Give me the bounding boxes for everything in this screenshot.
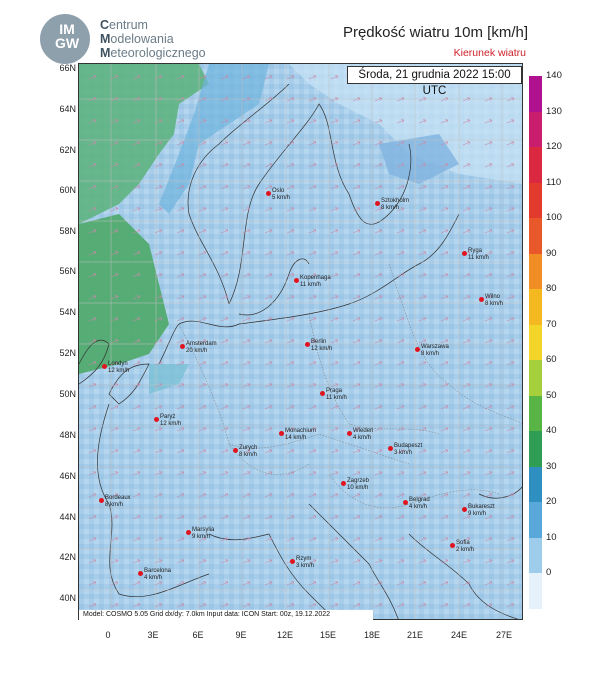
- lat-label: 46N: [59, 471, 76, 481]
- map-svg: [79, 64, 523, 620]
- city-name: Paryż: [160, 414, 176, 420]
- colorbar-tick: 10: [546, 531, 557, 543]
- lat-label: 58N: [59, 226, 76, 236]
- city-name: Sztokholm: [381, 198, 410, 204]
- colorbar-segment: [529, 431, 542, 467]
- colorbar-segment: [529, 360, 542, 396]
- city-wind-value: 4 km/h: [353, 434, 372, 441]
- city-wind-value: 4 km/h: [409, 503, 428, 510]
- city-wind-value: 8 km/h: [239, 451, 258, 458]
- city-label: [239, 445, 257, 458]
- city-name: Amsterdam: [186, 341, 217, 347]
- city-dot: [138, 571, 143, 576]
- lon-label: 27E: [495, 630, 512, 640]
- city-wind-value: 2 km/h: [456, 546, 475, 553]
- city-dot: [347, 431, 352, 436]
- city-label: [311, 339, 332, 352]
- city-label: [421, 344, 449, 357]
- lat-label: 52N: [59, 348, 76, 358]
- city-name: Warszawa: [421, 344, 449, 350]
- city-dot: [154, 417, 159, 422]
- city-dot: [279, 431, 284, 436]
- city-label: [381, 198, 409, 211]
- colorbar-segment: [529, 254, 542, 290]
- city-label: [468, 504, 495, 517]
- city-wind-value: 5 km/h: [272, 194, 291, 201]
- city-label: [144, 568, 171, 581]
- city-dot: [305, 342, 310, 347]
- city-dot: [462, 251, 467, 256]
- lon-label: 3E: [147, 630, 159, 640]
- lat-label: 44N: [59, 512, 76, 522]
- colorbar-tick: 80: [546, 283, 557, 295]
- lat-label: 50N: [59, 389, 76, 399]
- city-label: [296, 556, 314, 569]
- colorbar-segment: [529, 147, 542, 183]
- lat-label: 54N: [59, 307, 76, 317]
- city-label: [300, 275, 331, 288]
- colorbar-tick: 130: [546, 105, 562, 117]
- lat-label: 56N: [59, 266, 76, 276]
- lon-label: 0: [105, 630, 111, 640]
- city-name: Wilno: [485, 294, 501, 300]
- lon-label: 12E: [276, 630, 293, 640]
- colorbar-tick: 30: [546, 460, 557, 472]
- city-name: Marsylia: [192, 527, 215, 533]
- lat-label: 42N: [59, 552, 76, 562]
- city-wind-value: 3 km/h: [394, 449, 413, 456]
- city-wind-value: 11 km/h: [468, 254, 489, 261]
- city-wind-value: 11 km/h: [300, 281, 321, 288]
- city-label: [394, 443, 422, 456]
- city-dot: [320, 391, 325, 396]
- city-name: Belgrad: [409, 497, 430, 503]
- colorbar-tick: 90: [546, 247, 557, 259]
- colorbar-tick: 120: [546, 141, 562, 153]
- city-wind-value: 3 km/h: [296, 562, 315, 569]
- city-dot: [375, 201, 380, 206]
- colorbar-tick: 100: [546, 212, 562, 224]
- city-wind-value: 11 km/h: [326, 394, 347, 401]
- colorbar-tick: 140: [546, 70, 562, 81]
- city-label: [285, 428, 316, 441]
- colorbar-segment: [529, 76, 542, 112]
- lon-label: 15E: [319, 630, 336, 640]
- city-label: [272, 188, 290, 201]
- city-wind-value: 8 km/h: [105, 501, 124, 508]
- city-label: [108, 361, 129, 374]
- colorbar-segment: [529, 112, 542, 148]
- city-dot: [233, 448, 238, 453]
- city-name: Sofia: [456, 540, 470, 546]
- org-name-line1: Centrum: [100, 18, 148, 32]
- city-label: [192, 527, 214, 540]
- city-dot: [186, 530, 191, 535]
- city-name: Budapeszt: [394, 443, 423, 449]
- city-label: [353, 428, 373, 441]
- lon-label: 24E: [450, 630, 467, 640]
- city-wind-value: 9 km/h: [468, 510, 487, 517]
- city-label: [186, 341, 217, 354]
- city-wind-value: 4 km/h: [144, 574, 163, 581]
- city-wind-value: 8 km/h: [485, 300, 504, 307]
- city-wind-value: 12 km/h: [108, 367, 130, 374]
- city-name: Berlin: [311, 339, 327, 345]
- colorbar-segment: [529, 467, 542, 503]
- city-label: [326, 388, 347, 401]
- colorbar-tick: 110: [546, 176, 562, 188]
- city-label: [347, 478, 369, 491]
- colorbar-segment: [529, 183, 542, 219]
- city-name: Rzym: [296, 556, 312, 562]
- city-name: Praga: [326, 388, 343, 394]
- lon-label: 9E: [235, 630, 247, 640]
- city-dot: [415, 347, 420, 352]
- city-label: [105, 495, 131, 508]
- city-dot: [180, 344, 185, 349]
- city-dot: [450, 543, 455, 548]
- city-label: [160, 414, 181, 427]
- colorbar-tick: 20: [546, 496, 557, 508]
- logo-text: IM GW: [54, 21, 80, 51]
- city-name: Zurych: [239, 445, 258, 451]
- lat-label: 66N: [59, 63, 76, 73]
- colorbar-tick: 60: [546, 354, 557, 366]
- city-label: [468, 248, 489, 261]
- lon-label: 6E: [192, 630, 204, 640]
- lat-label: 60N: [59, 185, 76, 195]
- colorbar-segment: [529, 502, 542, 538]
- colorbar-tick: 70: [546, 318, 557, 330]
- city-dot: [266, 191, 271, 196]
- colorbar-segment: [529, 325, 542, 361]
- org-name-line2: Modelowania: [100, 32, 174, 46]
- city-label: [409, 497, 430, 510]
- city-wind-value: 20 km/h: [186, 347, 208, 354]
- model-info-label: Model: COSMO 5.05 Grid dx/dy: 7.0km Input data: ICON Start: 00z, 19.12.2022: [79, 610, 373, 620]
- lon-label: 21E: [406, 630, 423, 640]
- colorbar-segment: [529, 289, 542, 325]
- city-name: Bukareszt: [468, 504, 495, 510]
- city-dot: [479, 297, 484, 302]
- org-name-line3: Meteorologicznego: [100, 46, 206, 60]
- wind-map: [78, 63, 523, 620]
- colorbar-segment: [529, 573, 542, 609]
- city-label: [456, 540, 474, 553]
- city-label: [485, 294, 503, 307]
- city-wind-value: 9 km/h: [192, 533, 211, 540]
- colorbar-segment: [529, 538, 542, 574]
- city-dot: [290, 559, 295, 564]
- map-title: Prędkość wiatru 10m [km/h]: [342, 24, 528, 41]
- lon-label: 18E: [363, 630, 380, 640]
- city-name: Zagrzeb: [347, 478, 370, 484]
- lat-label: 48N: [59, 430, 76, 440]
- city-dot: [102, 364, 107, 369]
- city-name: Oslo: [272, 188, 285, 194]
- colorbar-tick: 40: [546, 425, 557, 437]
- city-dot: [99, 498, 104, 503]
- city-name: Kopenhaga: [300, 275, 331, 281]
- city-wind-value: 12 km/h: [160, 420, 182, 427]
- city-name: Ryga: [468, 248, 483, 254]
- map-subtitle: Kierunek wiatru: [453, 47, 526, 59]
- city-dot: [294, 278, 299, 283]
- city-name: Londyn: [108, 361, 128, 367]
- city-wind-value: 14 km/h: [285, 434, 307, 441]
- city-wind-value: 10 km/h: [347, 484, 369, 491]
- city-dot: [341, 481, 346, 486]
- colorbar-tick: 50: [546, 389, 557, 401]
- lat-label: 62N: [59, 145, 76, 155]
- lat-label: 64N: [59, 104, 76, 114]
- city-dot: [388, 446, 393, 451]
- city-wind-value: 8 km/h: [421, 350, 440, 357]
- city-name: Bordeaux: [105, 495, 131, 501]
- city-dot: [462, 507, 467, 512]
- city-dot: [403, 500, 408, 505]
- colorbar-segment: [529, 218, 542, 254]
- colorbar-tick: 0: [546, 567, 552, 579]
- city-name: Barcelona: [144, 568, 172, 574]
- city-name: Wiedeń: [353, 428, 374, 434]
- lat-label: 40N: [59, 593, 76, 603]
- datetime-label: Środa, 21 grudnia 2022 15:00 UTC: [347, 66, 522, 84]
- city-name: Monachium: [285, 428, 317, 434]
- colorbar-segment: [529, 396, 542, 432]
- city-wind-value: 8 km/h: [381, 204, 400, 211]
- city-wind-value: 12 km/h: [311, 345, 333, 352]
